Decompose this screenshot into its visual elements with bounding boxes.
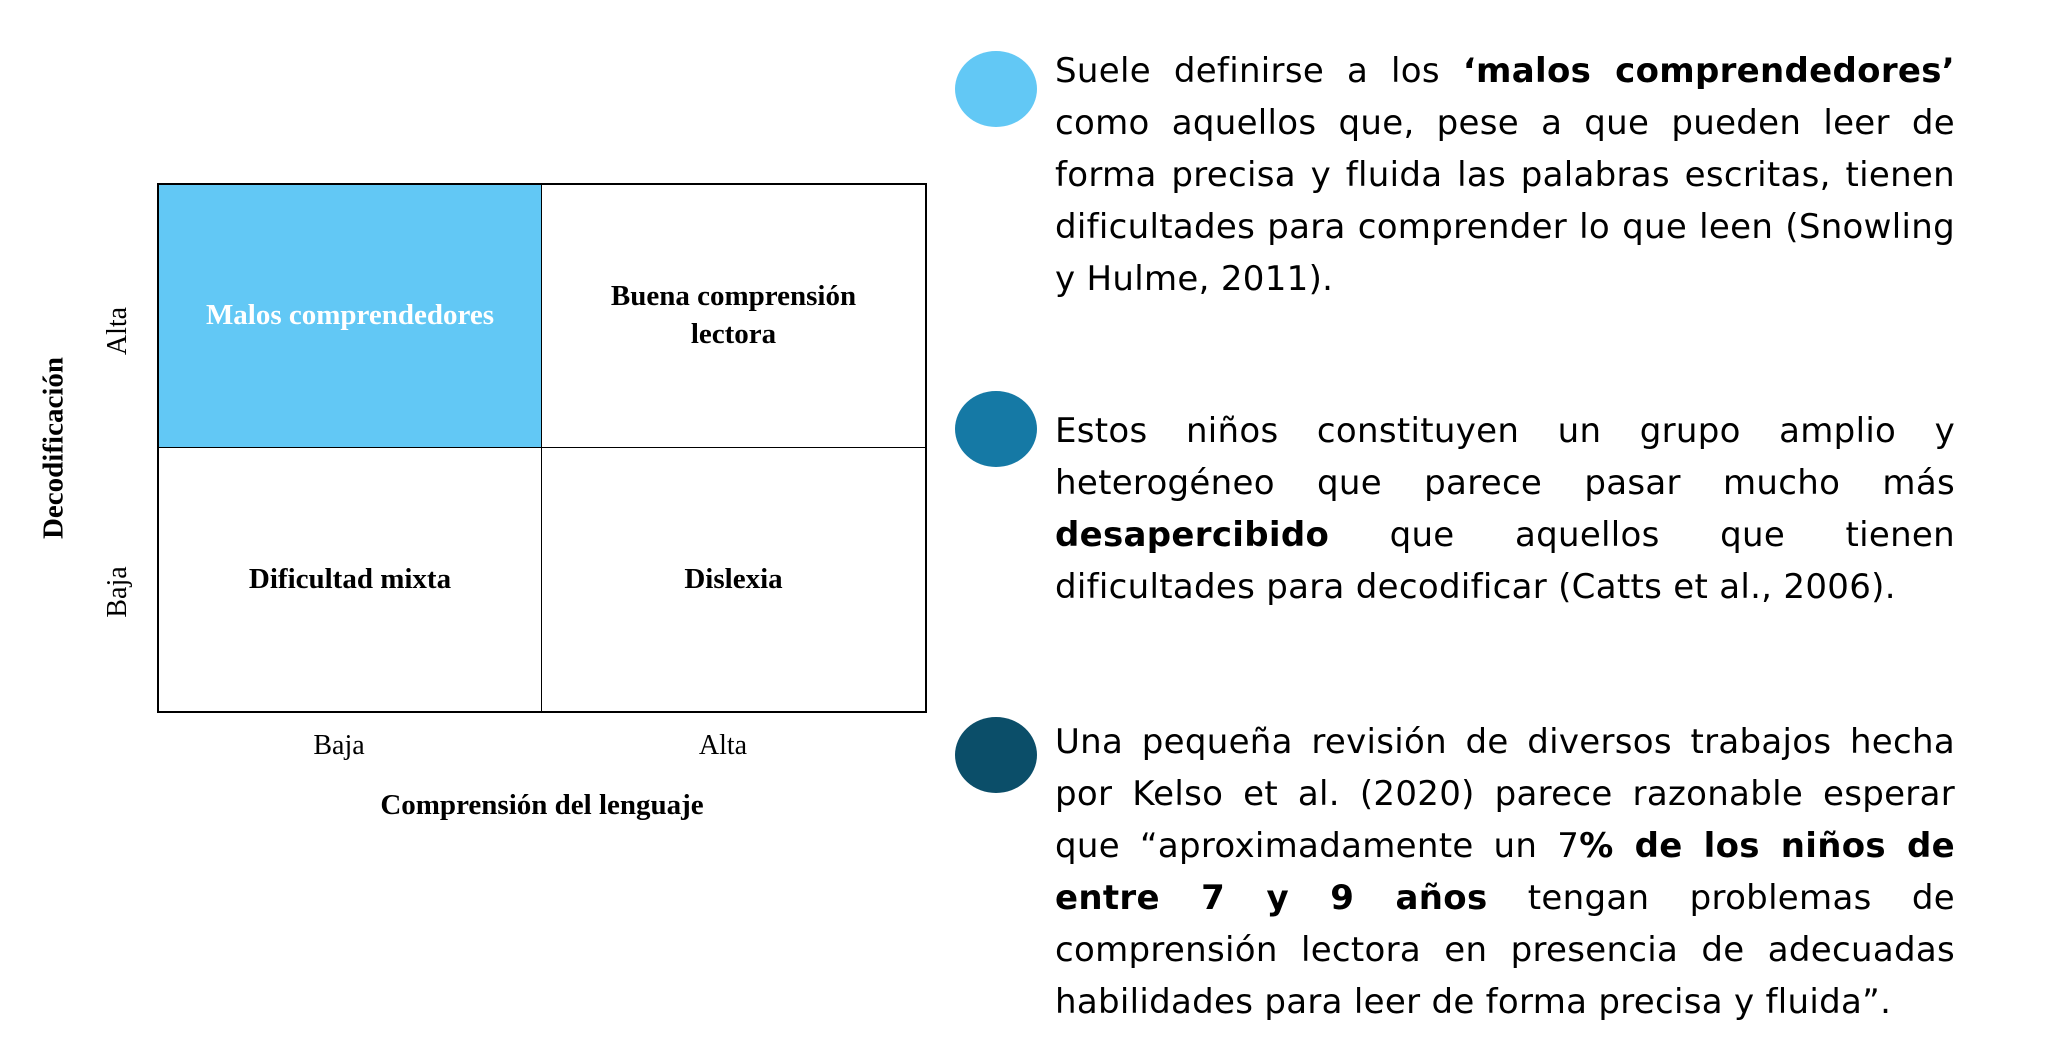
y-axis-title: Decodificación (37, 356, 70, 540)
x-tick-baja: Baja (313, 730, 365, 761)
bullet-text (1055, 405, 1955, 613)
y-tick-baja: Baja (102, 566, 133, 618)
y-tick-alta: Alta (102, 306, 133, 356)
quadrant-dificultad-mixta (159, 448, 542, 711)
x-axis-title: Comprensión del lenguaje (380, 789, 704, 821)
bullet-text-segment: que aquellos que tienen dificultades para decodificar (Catts et al., 2006). (1055, 515, 1955, 607)
quadrant-label: Buena comprensión lectora (610, 280, 857, 350)
quadrant-label: Malos comprendedores (205, 299, 495, 332)
decoding-comprehension-matrix (0, 0, 940, 1044)
bullet-dot (955, 51, 1037, 127)
bullet-text-bold: ‘malos comprendedores’ (1462, 51, 1956, 91)
bullet-text-bold: desapercibido (1055, 515, 1330, 555)
quadrant-malos-comprendedores (159, 185, 542, 448)
quadrant-label: Dislexia (684, 562, 783, 595)
quadrant-grid (157, 183, 927, 713)
bullet-text (1055, 716, 1955, 1028)
quadrant-label: Dificultad mixta (248, 562, 452, 595)
bullet-dot (955, 391, 1037, 467)
bullet-text-segment: Una pequeña revisión de diversos trabajos hecha por Kelso et al. (2020) parece razonable esperar que “aproximadamente un 7 (1055, 722, 1955, 866)
quadrant-buena-comprension (542, 185, 925, 448)
bullet-dot (955, 717, 1037, 793)
bullet-text (1055, 45, 1955, 305)
quadrant-dislexia (542, 448, 925, 711)
bullet-text-segment: tengan problemas de comprensión lectora en presencia de adecuadas habilidades para leer de forma precisa y fluida”. (1055, 878, 1955, 1022)
x-tick-alta: Alta (698, 730, 748, 761)
bullet-text-segment: Estos niños constituyen un grupo amplio y heterogéneo que parece pasar mucho más (1055, 411, 1955, 503)
bullet-text-bold: % de los niños de entre 7 y 9 años (1055, 826, 1955, 918)
bullet-text-segment: como aquellos que, pese a que pueden leer de forma precisa y fluida las palabras escritas, tienen dificultades para comprender lo que leen (Snowling y Hulme, 2011). (1055, 103, 1955, 299)
bullet-text-segment: Suele definirse a los (1055, 51, 1463, 91)
